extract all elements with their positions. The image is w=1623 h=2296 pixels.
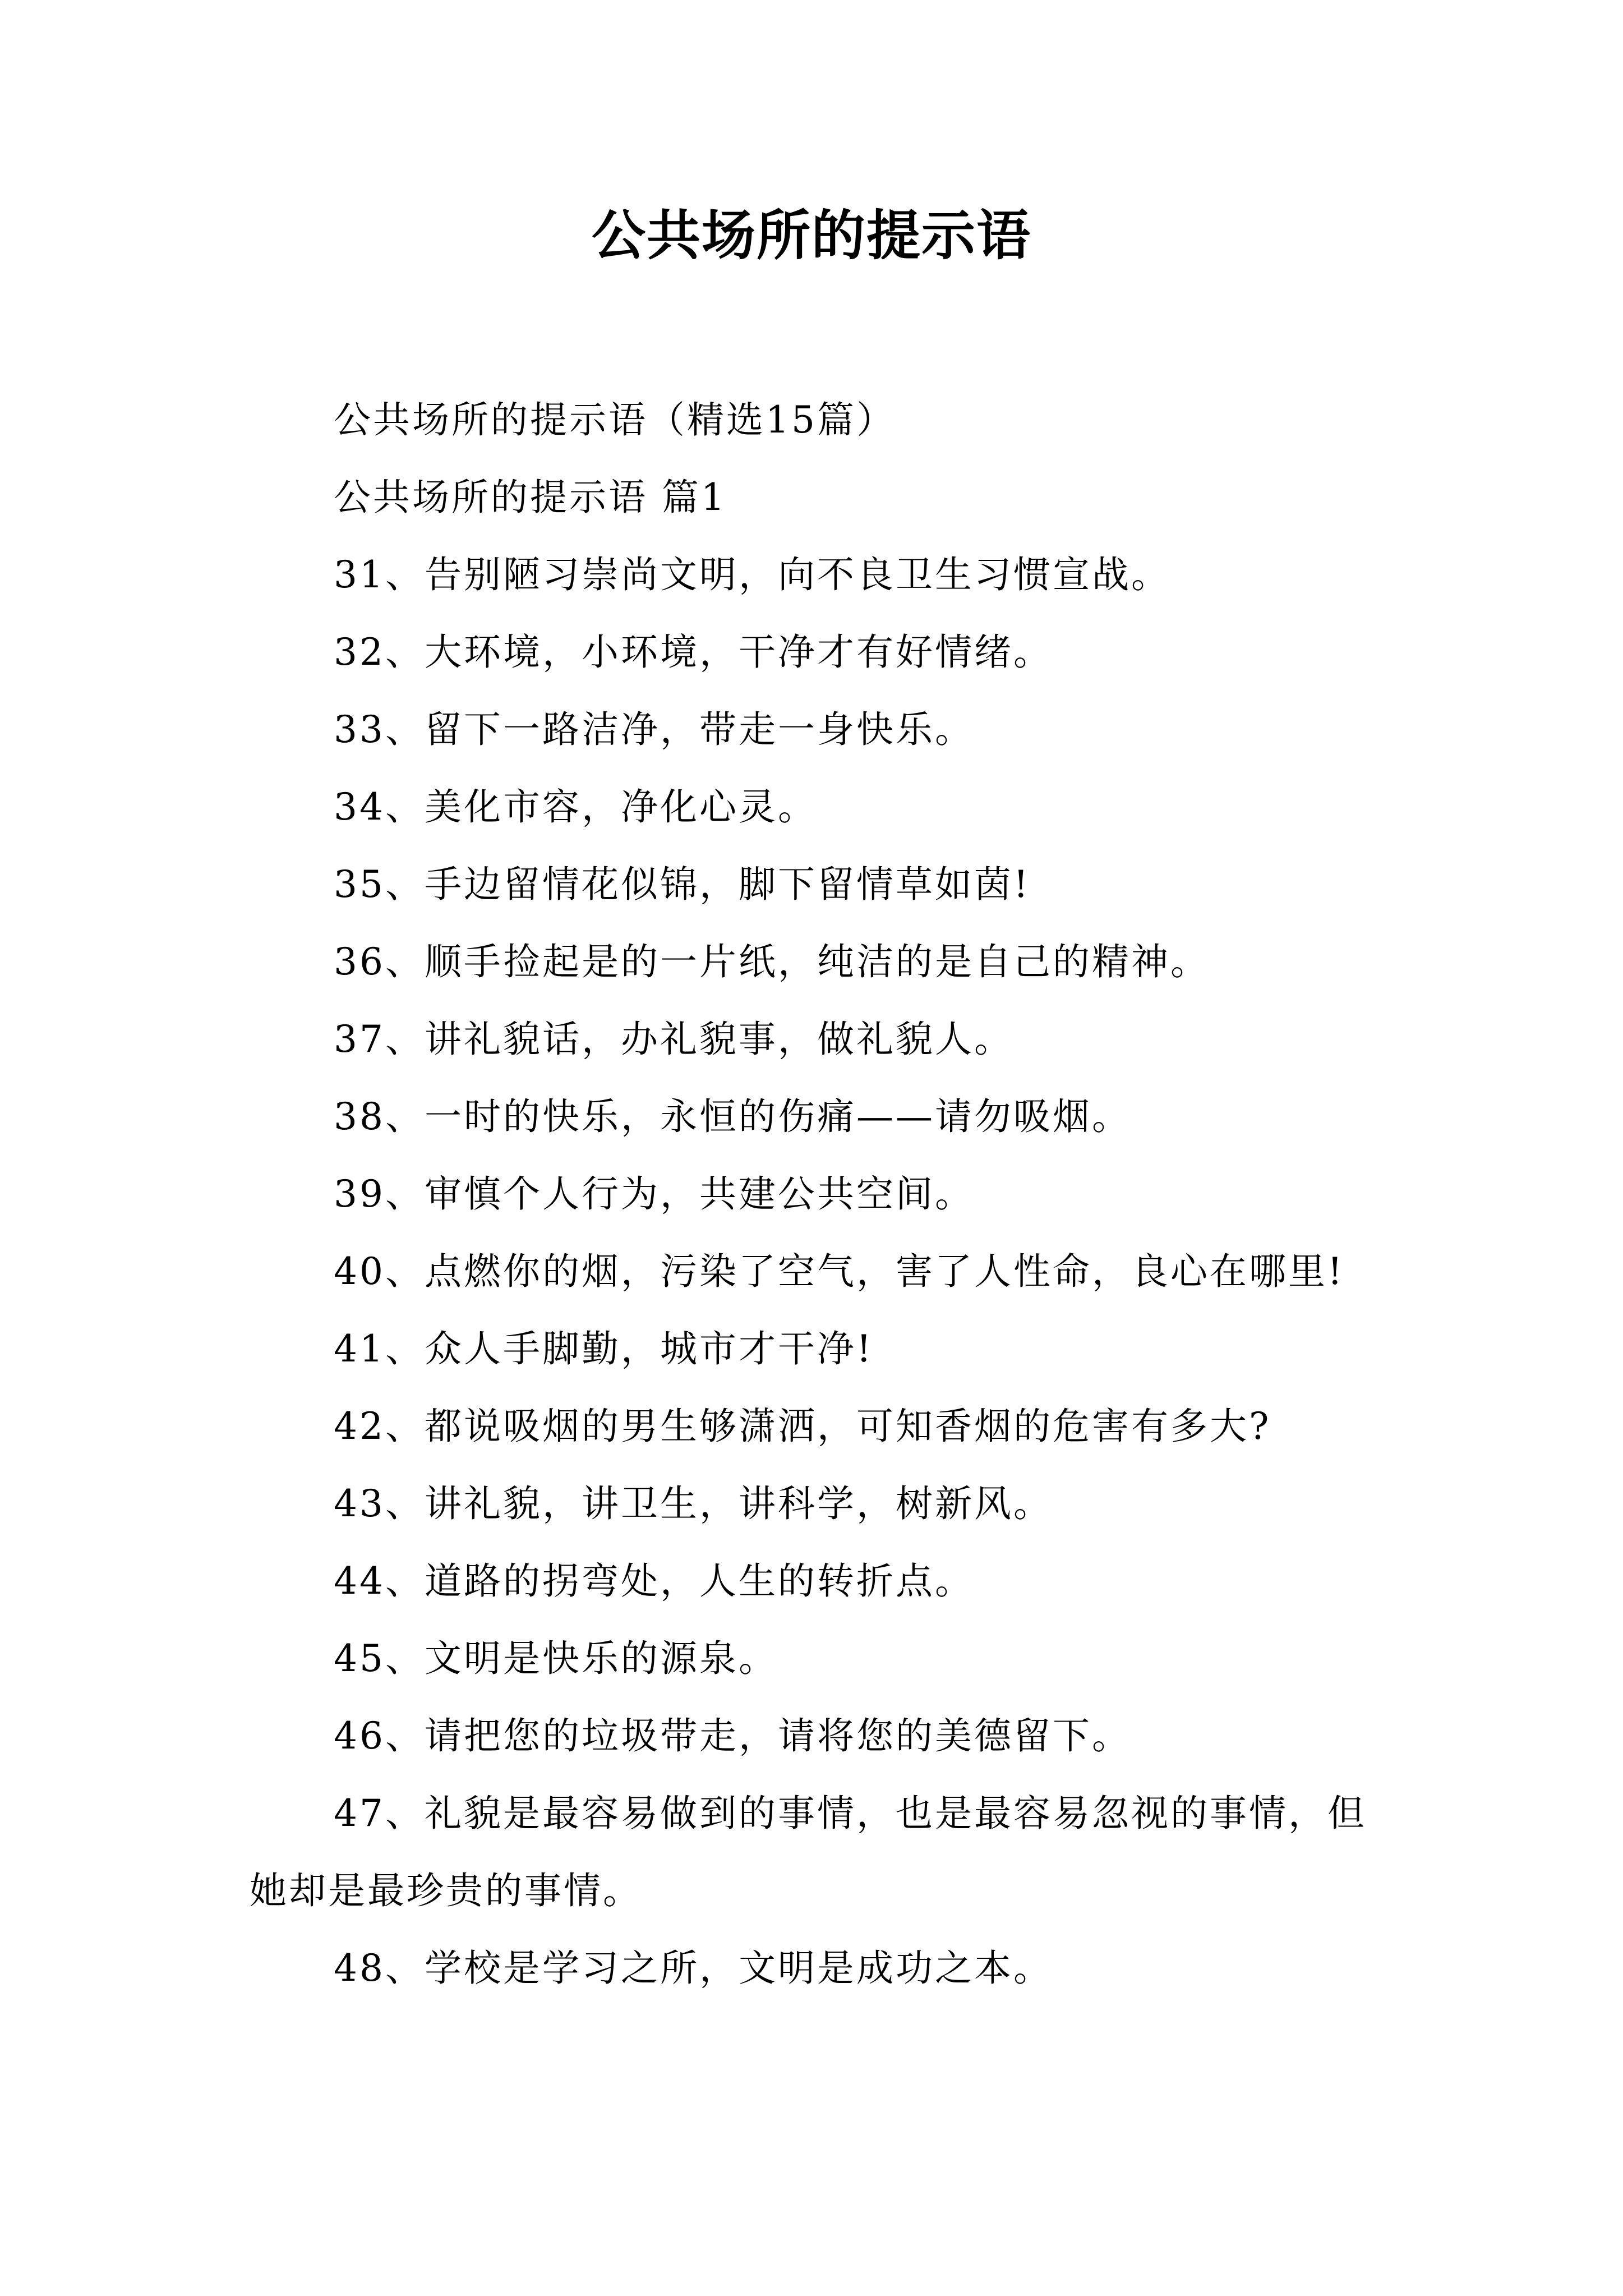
slogan-item: 46、请把您的垃圾带走，请将您的美德留下。 xyxy=(334,1714,1131,1757)
slogan-item: 38、一时的快乐，永恒的伤痛——请勿吸烟。 xyxy=(334,1095,1131,1138)
slogan-item: 39、审慎个人行为，共建公共空间。 xyxy=(334,1172,974,1216)
slogan-item: 45、文明是快乐的源泉。 xyxy=(334,1637,778,1680)
slogan-item: 43、讲礼貌，讲卫生，讲科学，树新风。 xyxy=(334,1482,1053,1525)
slogan-item: 48、学校是学习之所，文明是成功之本。 xyxy=(334,1947,1053,1990)
slogan-item: 33、留下一路洁净，带走一身快乐。 xyxy=(334,708,974,751)
slogan-item: 31、告别陋习崇尚文明，向不良卫生习惯宣战。 xyxy=(334,553,1170,596)
subtitle-paragraph: 公共场所的提示语（精选15篇） xyxy=(334,398,896,441)
slogan-item: 47、礼貌是最容易做到的事情，也是最容易忽视的事情，但她却是最珍贵的事情。 xyxy=(250,1792,1367,1912)
section-heading: 公共场所的提示语 篇1 xyxy=(334,476,727,519)
slogan-item: 32、大环境，小环境，干净才有好情绪。 xyxy=(334,631,1053,674)
slogan-item: 34、美化市容，净化心灵。 xyxy=(334,785,817,829)
slogan-item: 40、点燃你的烟，污染了空气，害了人性命，良心在哪里! xyxy=(334,1250,1345,1293)
slogan-item: 37、讲礼貌话，办礼貌事，做礼貌人。 xyxy=(334,1018,1013,1061)
slogan-item: 42、都说吸烟的男生够潇洒，可知香烟的危害有多大? xyxy=(334,1405,1271,1448)
slogan-item: 36、顺手捡起是的一片纸，纯洁的是自己的精神。 xyxy=(334,940,1210,983)
page-title: 公共场所的提示语 xyxy=(592,204,1031,267)
slogan-item: 44、道路的拐弯处，人生的转折点。 xyxy=(334,1559,974,1603)
document-body xyxy=(250,381,1377,2007)
slogan-item: 35、手边留情花似锦，脚下留情草如茵! xyxy=(334,863,1031,906)
slogan-item: 41、众人手脚勤，城市才干净! xyxy=(334,1327,874,1370)
